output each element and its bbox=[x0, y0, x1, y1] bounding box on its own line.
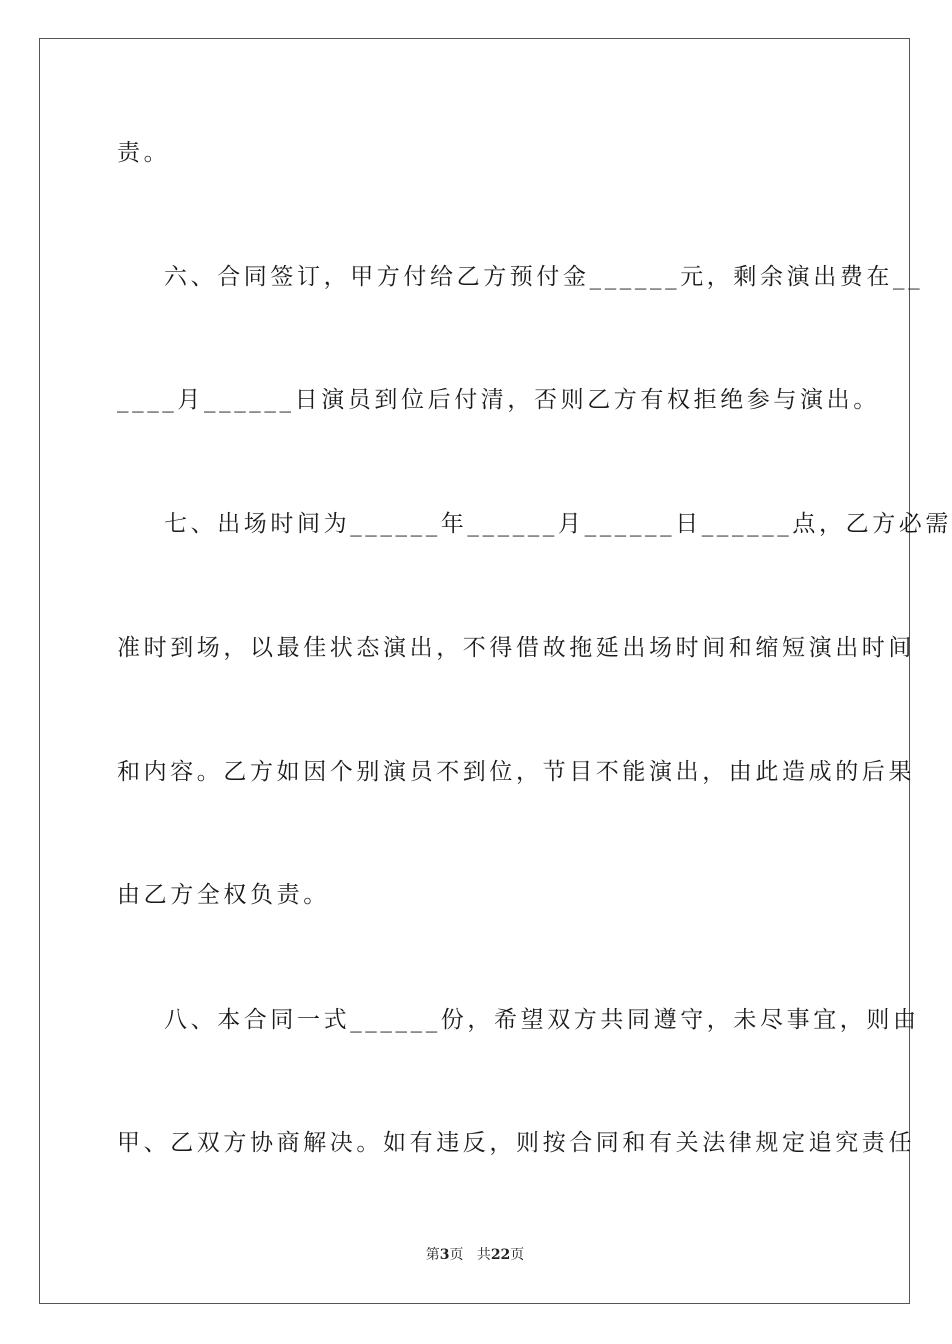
clause-6-line-2: ____月______日演员到位后付清，否则乙方有权拒绝参与演出。 bbox=[117, 387, 880, 413]
clause-7-line-3: 和内容。乙方如因个别演员不到位，节目不能演出，由此造成的后果 bbox=[117, 759, 915, 785]
footer-page-number: 3 bbox=[439, 1247, 450, 1263]
clause-6-line-1: 六、合同签订，甲方付给乙方预付金______元，剩余演出费在__ bbox=[164, 264, 924, 290]
clause-8-line-2: 甲、乙双方协商解决。如有违反，则按合同和有关法律规定追究责任 bbox=[117, 1130, 915, 1156]
page-footer bbox=[0, 1246, 950, 1264]
footer-total-pages: 22 bbox=[490, 1247, 511, 1263]
clause-7-line-1: 七、出场时间为______年______月______日______点，乙方必需 bbox=[164, 511, 952, 537]
footer-total-prefix: 共 bbox=[476, 1247, 491, 1263]
page-border bbox=[39, 38, 952, 1304]
clause-8-line-1: 八、本合同一式______份，希望双方共同遵守，未尽事宜，则由 bbox=[164, 1007, 920, 1033]
footer-page-prefix: 第 bbox=[425, 1247, 440, 1263]
text-line-1: 责。 bbox=[117, 140, 171, 166]
clause-7-line-4: 由乙方全权负责。 bbox=[117, 882, 330, 908]
footer-page-suffix: 页 bbox=[449, 1247, 464, 1263]
footer-total-suffix: 页 bbox=[510, 1247, 525, 1263]
clause-7-line-2: 准时到场，以最佳状态演出，不得借故拖延出场时间和缩短演出时间 bbox=[117, 635, 915, 661]
